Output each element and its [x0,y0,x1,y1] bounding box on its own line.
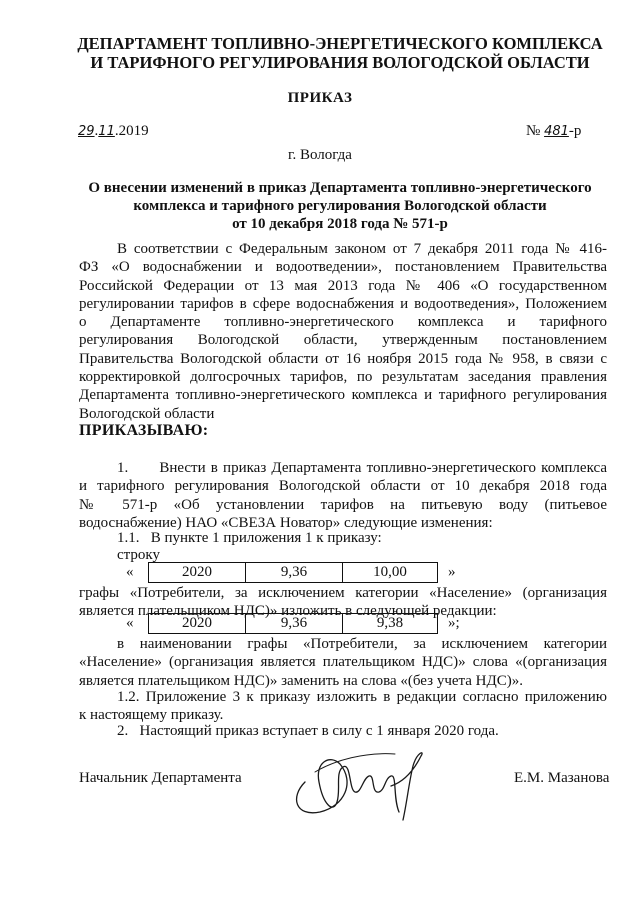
naming-paragraph [79,635,607,690]
item-2: 2. Настоящий приказ вступает в силу с 1 января 2020 года. [117,723,499,739]
date-day: 29 [78,124,95,139]
graph-line: графы «Потребители, за исключением категории «Население» (организация [79,585,607,601]
preamble-line: корректировкой долгосрочных тарифов, по результатам заседания правления [79,369,607,386]
item-1-2-paragraph [79,688,607,725]
item-1-2-line: 1.2. Приложение 3 к приказу изложить в редакции согласно приложению [117,689,607,705]
order-word: ПРИКАЗЫВАЮ: [79,422,209,439]
document-city: г. Вологда [288,147,352,163]
preamble-line: регулировании тарифов в сфере водоснабжения и водоотведения», Положением [79,295,607,312]
item-1-line: водоснабжение) НАО «СВЕЗА Новатор» следующие изменения: [79,514,493,531]
preamble-line: В соответствии с Федеральным законом от 7 декабря 2011 года № 416- [117,241,607,257]
item-1-1: 1.1. В пункте 1 приложения 1 к приказу: [117,530,382,546]
preamble-paragraph [79,240,607,423]
quote-close: »; [448,615,460,631]
preamble-line: о Департаменте топливно-энергетического комплекса и тарифного [79,314,607,331]
date-year: .2019 [114,123,149,139]
row-value-cell: 9,38 [343,613,438,634]
stroku-label: строку [117,547,160,563]
preamble-line: ФЗ «О водоснабжении и водоотведении», постановлением Правительства [79,259,607,276]
graph-line: является плательщиком НДС)» изложить в следующей редакции: [79,603,497,620]
quote-close: » [448,564,456,580]
naming-line: в наименовании графы «Потребители, за исключением категории [117,636,607,652]
tariff-row-new [126,613,472,634]
preamble-line: Правительства Вологодской области от 16 ноября 2015 года № 958, в связи с [79,350,607,367]
signer-name: Е.М. Мазанова [514,770,610,786]
document-type: ПРИКАЗ [287,90,353,106]
handwritten-signature [285,742,450,822]
date-month: 11 [98,124,115,139]
item-1-line: № 571-р «Об установлении тарифов на питьевую воду (питьевое [79,496,607,513]
document-number [526,123,581,140]
department-header [60,34,620,72]
document-date [78,123,149,140]
tariff-row-old [126,562,468,583]
number-suffix: -р [568,123,582,139]
number-value: 481 [544,124,569,139]
row-value-cell: 9,36 [246,562,343,583]
preamble-line: Российской Федерации от 13 мая 2013 года № 406 «О государственном [79,277,607,294]
signer-title: Начальник Департамента [79,770,242,786]
item-1-2-line: к настоящему приказу. [79,707,224,724]
subject-line-3: от 10 декабря 2018 года № 571-р [232,216,448,232]
quote-open: « [126,564,134,580]
department-line-1: ДЕПАРТАМЕНТ ТОПЛИВНО-ЭНЕРГЕТИЧЕСКОГО КОМПЛЕКСА [77,34,603,53]
row-value-cell: 10,00 [343,562,438,583]
row-year-cell: 2020 [148,613,246,634]
naming-line: является плательщиком НДС)» заменить на слова «(без учета НДС)». [79,672,523,689]
department-line-2: И ТАРИФНОГО РЕГУЛИРОВАНИЯ ВОЛОГОДСКОЙ ОБЛАСТИ [90,53,590,72]
item-1-line: 1. Внести в приказ Департамента топливно-энергетического комплекса [117,460,607,476]
quote-open: « [126,615,134,631]
subject-line-2: комплекса и тарифного регулирования Вологодской области [133,198,547,214]
preamble-line: Вологодской области [79,405,215,422]
preamble-line: регулирования Вологодской области, утвержденным постановлением [79,332,607,349]
document-subject [80,179,600,233]
row-value-cell: 9,36 [246,613,343,634]
row-year-cell: 2020 [148,562,246,583]
preamble-line: Департамента топливно-энергетического комплекса и тарифного регулирования [79,387,607,404]
date-separator: . [94,123,99,139]
subject-line-1: О внесении изменений в приказ Департамента топливно-энергетического [88,180,592,196]
item-1-line: и тарифного регулирования Вологодской области от 10 декабря 2018 года [79,478,607,495]
number-prefix: № [526,123,541,139]
item-1-paragraph [79,459,607,532]
naming-line: «Население» (организация является плательщиком НДС)» слова «(организация [79,654,607,671]
